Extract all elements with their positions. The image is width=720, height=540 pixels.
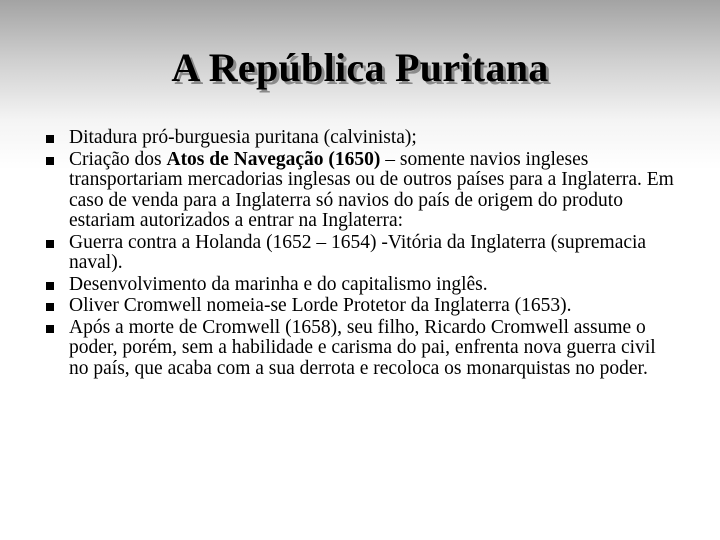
square-bullet-icon	[46, 303, 54, 311]
bullet-item	[45, 318, 677, 380]
bullet-item	[45, 150, 677, 232]
bullet-text: Guerra contra a Holanda (1652 – 1654) -Vitória da Inglaterra (supremacia naval).	[69, 231, 647, 273]
bullet-item	[45, 128, 677, 149]
bullet-item	[45, 275, 677, 296]
square-bullet-icon	[46, 282, 54, 290]
bullet-item	[45, 233, 677, 274]
square-bullet-icon	[46, 240, 54, 248]
bullet-text-bold: Atos de Navegação (1650)	[166, 148, 381, 170]
bullet-text: Oliver Cromwell nomeia-se Lorde Protetor da Inglaterra (1653).	[69, 295, 572, 316]
bullet-text: Desenvolvimento da marinha e do capitalismo inglês.	[69, 273, 488, 295]
bullet-list	[45, 128, 677, 380]
bullet-text-prefix: Criação dos	[69, 148, 167, 170]
bullet-item	[45, 296, 677, 317]
square-bullet-icon	[46, 325, 54, 333]
square-bullet-icon	[46, 157, 54, 165]
bullet-text-suffix: – somente navios ingleses transportariam mercadorias inglesas ou de outros países para a Inglaterra. Em caso de venda para a Inglaterra só navios do país de origem do produto estariam autorizados a entrar na Inglaterra:	[69, 148, 674, 231]
square-bullet-icon	[46, 135, 54, 143]
bullet-text: Ditadura pró-burguesia puritana (calvinista);	[69, 127, 417, 148]
slide-title: A República Puritana	[171, 45, 549, 90]
bullet-text: Após a morte de Cromwell (1658), seu filho, Ricardo Cromwell assume o poder, porém, sem a habilidade e carisma do pai, enfrenta nova guerra civil no país, que acaba com a sua derrota e recoloca os monarquistas no poder.	[69, 316, 656, 379]
